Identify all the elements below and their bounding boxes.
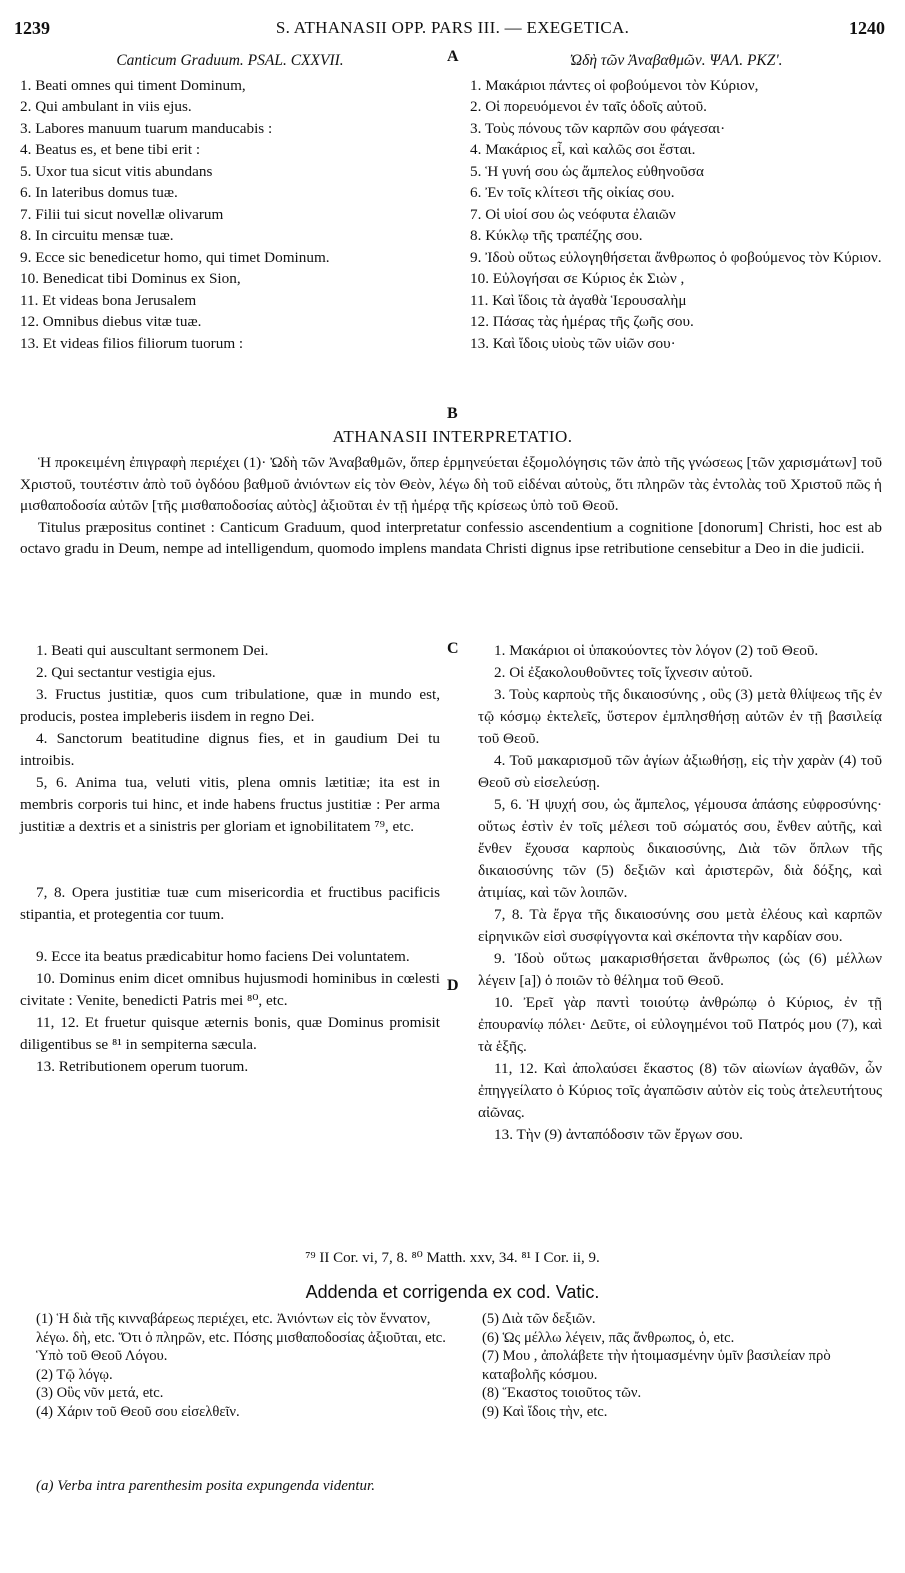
interpretation-paragraph: 9. Ἰδοὺ οὕτως μακαρισθήσεται ἄνθρωπος (ὡς (6) μέλλων λέγειν [a]) ὁ ποιῶν τὸ θέλημα τοῦ Θεοῦ. [478,950,882,989]
verse: 1. Beati omnes qui timent Dominum, [20,76,246,94]
interpretation-paragraph: 11, 12. Et fruetur quisque æternis bonis, quæ Dominus promisit diligentibus se ⁸¹ in sempiterna sæcula. [20,1014,440,1053]
verse: 7. Filii tui sicut novellæ olivarum [20,205,224,223]
margin-mark-a: A [447,48,459,65]
verse: 8. In circuitu mensæ tuæ. [20,227,174,244]
addenda-item: (4) Χάριν τοῦ Θεοῦ σου εἰσελθεῖν. [36,1403,240,1420]
addenda-item: (6) Ὡς μέλλω λέγειν, πᾶς ἄνθρωπος, ὁ, etc. [482,1329,735,1346]
verse: 9. Ecce sic benedicetur homo, qui timet Dominum. [20,248,330,266]
addenda-item: (7) Μου , ἀπολάβετε τὴν ἡτοιμασμένην ὑμῖν βασιλείαν πρὸ καταβολῆς κόσμου. [482,1348,831,1383]
interpretation-paragraph: 5, 6. Anima tua, veluti vitis, plena omnis lætitiæ; ita est in membris corporis tui hinc, et inde habens fructus justitiæ : Per arma justitiæ a dextris et a sinistris per gloriam et ignobilitatem ⁷⁹, etc. [20,774,440,835]
verse: 5. Ἡ γυνή σου ὡς ἄμπελος εὐθηνοῦσα [470,162,704,180]
addenda-item: (5) Διὰ τῶν δεξιῶν. [482,1311,596,1327]
verse: 6. In lateribus domus tuæ. [20,184,178,201]
addenda-heading: Addenda et corrigenda ex cod. Vatic. [305,1282,600,1302]
interpretation-intro [20,452,882,560]
running-header: S. ATHANASII OPP. PARS III. — EXEGETICA. [275,18,630,37]
addenda-left-column [36,1310,456,1421]
page-number-right: 1240 [849,18,885,38]
addenda-right-column [482,1310,882,1421]
verse: 5. Uxor tua sicut vitis abundans [20,162,213,180]
interpretation-greek-column [478,640,882,1146]
addenda-item: (1) Ἡ διὰ τῆς κινναβάρεως περιέχει, etc. Ἀνιόντων εἰς τὸν ἔννατον, λέγω. δὴ, etc. Ὅτι ὁ πληρῶν, etc. Πόσης μισθαποδοσίας ἀξιοῦται, etc. Ὑπὸ τοῦ Θεοῦ Λόγου. [36,1311,446,1364]
interpretation-paragraph: 7, 8. Opera justitiæ tuæ cum misericordia et fructibus pacificis stipantia, et protegentia cor tuum. [20,884,440,923]
greek-intro-paragraph: Ἡ προκειμένη ἐπιγραφὴ περιέχει (1)· Ὠδὴ τῶν Ἀναβαθμῶν, ὅπερ ἑρμηνεύεται ἐξομολόγησις τῶν ἀπὸ τῆς γνώσεως [τῶν χαρισμάτων] τοῦ Χριστοῦ, τουτέστιν ἀπὸ τοῦ ὀγδόου βαθμοῦ ἀνιόντων εἰς τὸν Θεὸν, λέγω δὴ τοῦ εἰδέναι αὐτοὺς, ὅτι πληρῶν τὰς ἐντολὰς τοῦ Χριστοῦ πῶς ἡ μισθαποδοσία αὐτῶν [τῆς μισθαποδοσίας αὐτὸς] ἀξιοῦται ἐν τῇ ἡμέρᾳ τῆς κρίσεως ὑπὸ τοῦ Θεοῦ. [20,454,882,514]
verse: 11. Et videas bona Jerusalem [20,291,197,309]
latin-intro-paragraph: Titulus præpositus continet : Canticum Graduum, quod interpretatur confessio ascendentium a cognitione [donorum] Christi, hoc est ab octavo gradu in Deum, nempe ad intelligendum, quomodo implens mandata Christi dignus ipse retributione censebitur a Deo in die judicii. [20,518,882,557]
interpretation-paragraph: 1. Μακάριοι οἱ ὑπακούοντες τὸν λόγον (2) τοῦ Θεοῦ. [494,642,819,659]
interpretation-paragraph: 10. Ἐρεῖ γὰρ παντὶ τοιούτῳ ἀνθρώπῳ ὁ Κύριος, ἐν τῇ ἐπουρανίῳ πόλει· Δεῦτε, οἱ εὐλογημένοι τοῦ Πατρός μου (7), καὶ τὰ ἑξῆς. [478,994,882,1055]
psalm-greek-column [470,50,882,354]
interpretation-paragraph: 7, 8. Τὰ ἔργα τῆς δικαιοσύνης σου μετὰ ἐλέους καὶ καρπῶν εἰρηνικῶν εἰσὶ συσφίγγοντα καὶ σκέποντα τὴν καρδίαν σου. [478,906,882,945]
margin-mark-d: D [447,977,459,994]
interpretation-paragraph: 13. Τὴν (9) ἀνταπόδοσιν τῶν ἔργων σου. [494,1126,743,1143]
interpretation-heading: ATHANASII INTERPRETATIO. [332,427,573,446]
addenda-item: (9) Καὶ ἴδοις τὴν, etc. [482,1403,608,1420]
addenda-item: (2) Τῷ λόγῳ. [36,1366,113,1383]
editorial-note: (a) Verba intra parenthesim posita expungenda videntur. [36,1478,375,1494]
interpretation-paragraph: 10. Dominus enim dicet omnibus hujusmodi hominibus in cœlesti civitate : Venite, benedicti Patris mei ⁸⁰, etc. [20,970,440,1009]
margin-mark-b: B [447,405,458,422]
psalm-greek-title: Ὠδὴ τῶν Ἀναβαθμῶν. ΨΑΛ. ΡΚΖ'. [569,52,783,69]
verse: 12. Πάσας τὰς ἡμέρας τῆς ζωῆς σου. [470,313,694,330]
verse: 1. Μακάριοι πάντες οἱ φοβούμενοι τὸν Κύριον, [470,76,759,94]
interpretation-paragraph: 2. Qui sectantur vestigia ejus. [36,664,216,681]
verse: 13. Καὶ ἴδοις υἱοὺς τῶν υἱῶν σου· [470,334,676,352]
interpretation-paragraph: 4. Τοῦ μακαρισμοῦ τῶν ἁγίων ἀξιωθήσῃ, εἰς τὴν χαρὰν (4) τοῦ Θεοῦ σὺ εἰσελεύσῃ. [478,752,882,791]
interpretation-paragraph: 5, 6. Ἡ ψυχή σου, ὡς ἄμπελος, γέμουσα ἁπάσης εὐφροσύνης· οὕτως ἐστὶν ἐν τοῖς μέλεσι τοῦ σώματός σου, ἔνθεν αὐτῆς, καὶ ἔνθεν ἔχουσα καρποὺς δικαιοσύνης, Διὰ τῶν ὅπλων τῆς δικαιοσύνης τῶν (5) δεξιῶν καὶ ἀριστερῶν, διὰ δόξης, καὶ ἀτιμίας, καὶ τῶν λοιπῶν. [478,796,882,901]
psalm-latin-title: Canticum Graduum. PSAL. CXXVII. [116,52,344,69]
verse: 4. Μακάριος εἶ, καὶ καλῶς σοι ἔσται. [470,141,696,158]
verse: 7. Οἱ υἱοί σου ὡς νεόφυτα ἐλαιῶν [470,205,676,223]
interpretation-paragraph: 9. Ecce ita beatus prædicabitur homo faciens Dei voluntatem. [36,948,410,965]
verse: 10. Benedicat tibi Dominus ex Sion, [20,270,241,287]
addenda-item: (3) Οὓς νῦν μετά, etc. [36,1385,164,1401]
interpretation-paragraph: 13. Retributionem operum tuorum. [36,1058,249,1075]
verse: 2. Qui ambulant in viis ejus. [20,98,192,115]
interpretation-paragraph: 2. Οἱ ἐξακολουθοῦντες τοῖς ἴχνεσιν αὐτοῦ. [494,664,753,681]
page-number-left: 1239 [14,18,50,38]
verse: 10. Εὐλογήσαι σε Κύριος ἐκ Σιὼν , [470,270,685,287]
verse: 3. Labores manuum tuarum manducabis : [20,119,273,137]
verse: 9. Ἰδοὺ οὕτως εὐλογηθήσεται ἄνθρωπος ὁ φοβούμενος τὸν Κύριον. [470,248,882,266]
interpretation-paragraph: 3. Τοὺς καρποὺς τῆς δικαιοσύνης , οὓς (3) μετὰ θλίψεως τῆς ἐν τῷ κόσμῳ ἐκτελεῖς, ὕστερον ἐμπλησθήσῃ αὐτῶν ἐν τῇ βασιλείᾳ τοῦ Θεοῦ. [478,686,882,747]
verse: 8. Κύκλῳ τῆς τραπέζης σου. [470,227,643,244]
footnotes: ⁷⁹ II Cor. vi, 7, 8. ⁸⁰ Matth. xxv, 34. ⁸¹ I Cor. ii, 9. [305,1250,600,1266]
interpretation-paragraph: 3. Fructus justitiæ, quos cum tribulatione, quæ in mundo est, producis, postea impleberis iisdem in regno Dei. [20,686,440,725]
margin-mark-c: C [447,640,459,657]
verse: 13. Et videas filios filiorum tuorum : [20,334,244,352]
verse: 12. Omnibus diebus vitæ tuæ. [20,313,202,330]
psalm-latin-column [20,50,440,354]
interpretation-latin-column [20,640,440,1078]
verse: 4. Beatus es, et bene tibi erit : [20,141,201,158]
verse: 11. Καὶ ἴδοις τὰ ἀγαθὰ Ἱερουσαλὴμ [470,291,687,309]
verse: 2. Οἱ πορευόμενοι ἐν ταῖς ὁδοῖς αὐτοῦ. [470,98,707,115]
interpretation-paragraph: 11, 12. Καὶ ἀπολαύσει ἕκαστος (8) τῶν αἰωνίων ἀγαθῶν, ὧν ἐπηγγείλατο ὁ Κύριος τοῖς ἀγαπῶσιν αὐτὸν εἰς τοὺς ἀτελευτήτους αἰῶνας. [478,1060,882,1121]
addenda-item: (8) Ἕκαστος τοιοῦτος τῶν. [482,1385,642,1401]
interpretation-paragraph: 1. Beati qui auscultant sermonem Dei. [36,642,269,659]
verse: 6. Ἐν τοῖς κλίτεσι τῆς οἰκίας σου. [470,184,675,201]
verse: 3. Τοὺς πόνους τῶν καρπῶν σου φάγεσαι· [470,119,726,137]
interpretation-paragraph: 4. Sanctorum beatitudine dignus fies, et in gaudium Dei tu introibis. [20,730,440,769]
